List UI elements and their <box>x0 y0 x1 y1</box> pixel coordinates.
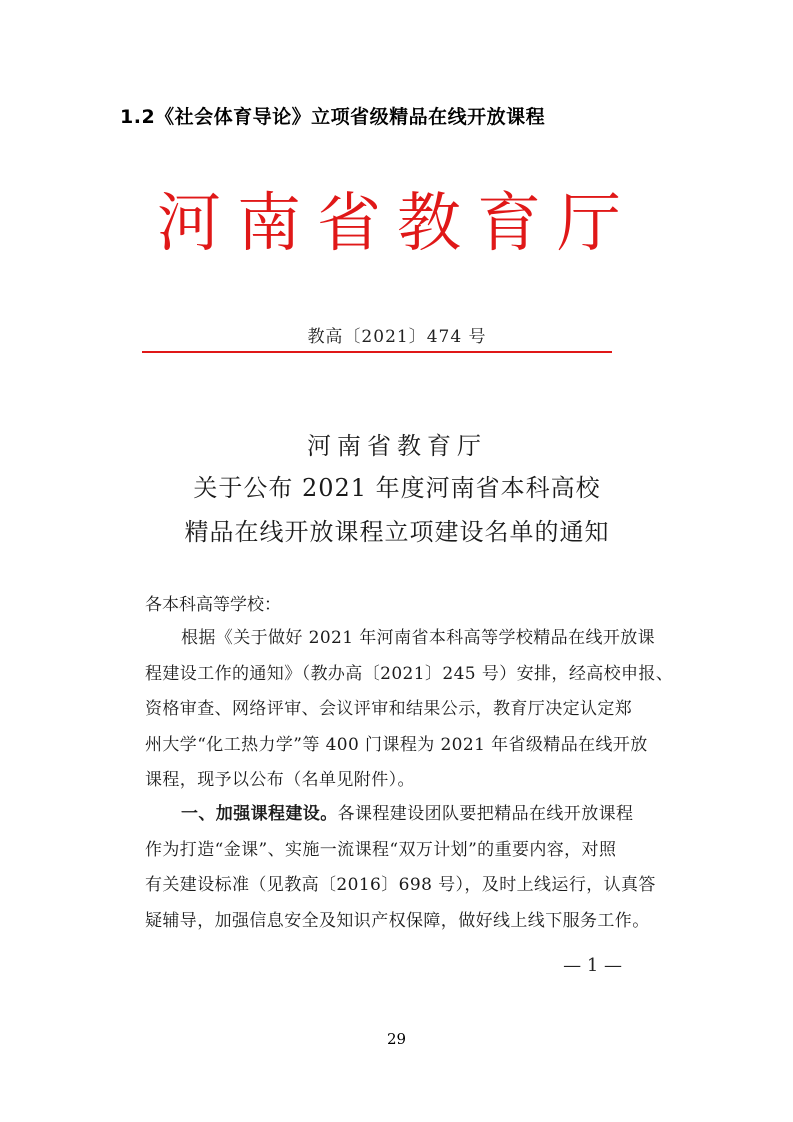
paragraph-line: 疑辅导，加强信息安全及知识产权保障，做好线上线下服务工作。 <box>145 910 650 931</box>
paragraph-line: 课程，现予以公布（名单见附件）。 <box>145 770 415 790</box>
paragraph-line: 程建设工作的通知》（教办高〔2021〕245 号）安排，经高校申报、 <box>145 663 674 684</box>
paragraph-1 <box>145 621 674 799</box>
document-number: 教高〔2021〕474 号 <box>307 327 487 347</box>
scanned-notice-page <box>112 150 682 1010</box>
paragraph-line: 州大学“化工热力学”等 400 门课程为 2021 年省级精品在线开放 <box>145 734 648 755</box>
paragraph-line <box>145 797 645 833</box>
inner-page-number: — 1 — <box>563 955 622 976</box>
paragraph-line: 作为打造“金课”、实施一流课程“双万计划”的重要内容，对照 <box>145 839 617 860</box>
salutation: 各本科高等学校： <box>145 595 281 615</box>
paragraph-line: 有关建设标准（见教高〔2016〕698 号），及时上线运行，认真答 <box>145 875 656 895</box>
paragraph-lead-heading: 一、加强课程建设。 <box>181 804 338 824</box>
paragraph-line: 根据《关于做好 2021 年河南省本科高等学校精品在线开放课 <box>181 628 656 648</box>
paragraph-2 <box>145 797 656 939</box>
red-divider-line <box>142 351 612 353</box>
page-number: 29 <box>386 1030 407 1048</box>
notice-title-line: 关于公布 2021 年度河南省本科高校 <box>193 474 601 502</box>
notice-title-line: 精品在线开放课程立项建设名单的通知 <box>184 518 610 546</box>
paragraph-line: 资格审查、网络评审、会议评审和结果公示，教育厅决定认定郑 <box>145 699 633 719</box>
section-heading: 1.2《社会体育导论》立项省级精品在线开放课程 <box>120 106 546 128</box>
issuer-banner: 河南省教育厅 <box>157 187 637 261</box>
paragraph-line-rest: 各课程建设团队要把精品在线开放课程 <box>337 804 634 824</box>
notice-title-line: 河南省教育厅 <box>307 432 487 460</box>
